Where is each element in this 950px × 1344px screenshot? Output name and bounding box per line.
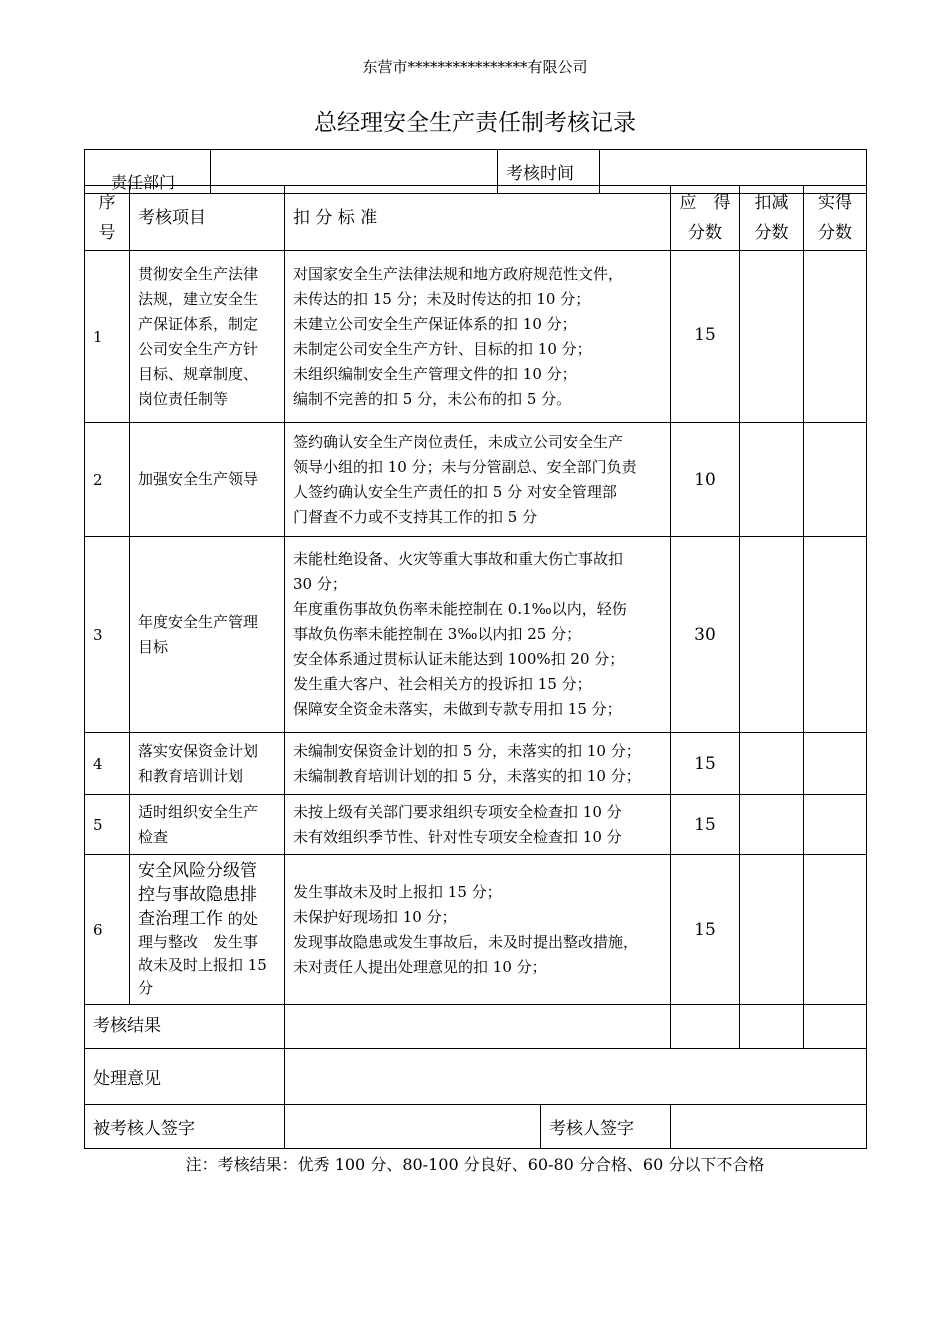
- row-criteria: 未按上级有关部门要求组织专项安全检查扣 10 分 未有效组织季节性、针对性专项安全检查扣 10 分: [285, 795, 671, 855]
- row-item: 贯彻安全生产法律 法规，建立安全生 产保证体系，制定 公司安全生产方针 目标、规章制度、 岗位责任制等: [130, 251, 285, 423]
- row-deduct-score[interactable]: [740, 795, 804, 855]
- row-seq: 6: [85, 855, 130, 1005]
- row-seq: 5: [85, 795, 130, 855]
- row-seq: 4: [85, 733, 130, 795]
- signature-cell: [285, 1105, 671, 1149]
- table-row: [85, 733, 867, 795]
- result-label: 考核结果: [85, 1005, 285, 1049]
- col-item: 考核项目: [130, 186, 285, 251]
- col-should-score: 应 得 分数: [671, 186, 740, 251]
- row-criteria: 发生事故未及时上报扣 15 分； 未保护好现场扣 10 分； 发现事故隐患或发生事故后，未及时提出整改措施， 未对责任人提出处理意见的扣 10 分；: [285, 855, 671, 1005]
- row-item: 年度安全生产管理 目标: [130, 537, 285, 733]
- row-deduct-score[interactable]: [740, 251, 804, 423]
- row-deduct-score[interactable]: [740, 855, 804, 1005]
- col-criteria: 扣 分 标 准: [285, 186, 671, 251]
- row-should-score: 30: [671, 537, 740, 733]
- table-row: [85, 855, 867, 1005]
- row-seq: 1: [85, 251, 130, 423]
- row-deduct-score[interactable]: [740, 537, 804, 733]
- row-should-score: 10: [671, 423, 740, 537]
- result-should-score[interactable]: [671, 1005, 740, 1049]
- row-criteria: 签约确认安全生产岗位责任，未成立公司安全生产 领导小组的扣 10 分；未与分管副总、安全部门负责 人签约确认安全生产责任的扣 5 分 对安全管理部 门督查不力或不支持其工作的扣 5 分: [285, 423, 671, 537]
- opinion-row: [85, 1049, 867, 1105]
- row-seq: 2: [85, 423, 130, 537]
- row-should-score: 15: [671, 251, 740, 423]
- row-deduct-score[interactable]: [740, 733, 804, 795]
- opinion-label: 处理意见: [85, 1049, 285, 1105]
- page-title: 总经理安全生产责任制考核记录: [314, 110, 636, 136]
- col-actual-score: 实得 分数: [804, 186, 867, 251]
- row-actual-score[interactable]: [804, 855, 867, 1005]
- row-should-score: 15: [671, 795, 740, 855]
- row-actual-score[interactable]: [804, 537, 867, 733]
- row-criteria: 未能杜绝设备、火灾等重大事故和重大伤亡事故扣 30 分； 年度重伤事故负伤率未能控制在 0.1‰以内，轻伤 事故负伤率未能控制在 3‰以内扣 25 分； 安全体系通过贯标认证未能达到 100%扣 20 分； 发生重大客户、社会相关方的投诉扣 15 分； 保障安全资金未落实，未做到专款专用扣 15 分；: [285, 537, 671, 733]
- examinee-signature-label: 被考核人签字: [85, 1105, 285, 1149]
- col-deduct-score: 扣减 分数: [740, 186, 804, 251]
- row-criteria: 未编制安保资金计划的扣 5 分，未落实的扣 10 分； 未编制教育培训计划的扣 5 分，未落实的扣 10 分；: [285, 733, 671, 795]
- table-row: [85, 423, 867, 537]
- col-seq: 序 号: [85, 186, 130, 251]
- table-row: [85, 537, 867, 733]
- result-value[interactable]: [285, 1005, 671, 1049]
- time-label: 考核时间: [498, 150, 600, 194]
- footer-note: 注：考核结果：优秀 100 分、80-100 分良好、60-80 分合格、60 分以下不合格: [185, 1155, 765, 1174]
- row-actual-score[interactable]: [804, 251, 867, 423]
- row-item: 加强安全生产领导: [130, 423, 285, 537]
- opinion-value[interactable]: [285, 1049, 867, 1105]
- row-criteria: 对国家安全生产法律法规和地方政府规范性文件， 未传达的扣 15 分；未及时传达的扣 10 分； 未建立公司安全生产保证体系的扣 10 分； 未制定公司安全生产方针、目标的扣 10 分； 未组织编制安全生产管理文件的扣 10 分； 编制不完善的扣 5 分，未公布的扣 5 分。: [285, 251, 671, 423]
- result-row: [85, 1005, 867, 1049]
- row-should-score: 15: [671, 733, 740, 795]
- examinee-signature-value[interactable]: [285, 1105, 540, 1148]
- dept-label: 责任部门: [85, 150, 211, 194]
- table-header-row: [85, 186, 867, 251]
- result-actual-score[interactable]: [804, 1005, 867, 1049]
- row-seq: 3: [85, 537, 130, 733]
- row-should-score: 15: [671, 855, 740, 1005]
- examiner-signature-label: 考核人签字: [540, 1105, 671, 1148]
- row-actual-score[interactable]: [804, 733, 867, 795]
- row-item: 落实安保资金计划 和教育培训计划: [130, 733, 285, 795]
- assessment-table: [84, 185, 867, 1149]
- signature-row: [85, 1105, 867, 1149]
- table-row: [85, 251, 867, 423]
- row-item: 安全风险分级管 控与事故隐患排 查治理工作 的处 理与整改 发生事 故未及时上报扣 15 分: [130, 855, 285, 1005]
- table-row: [85, 795, 867, 855]
- examiner-signature-value[interactable]: [671, 1105, 867, 1149]
- row-actual-score[interactable]: [804, 423, 867, 537]
- result-deduct-score[interactable]: [740, 1005, 804, 1049]
- row-item: 适时组织安全生产 检查: [130, 795, 285, 855]
- row-actual-score[interactable]: [804, 795, 867, 855]
- row-deduct-score[interactable]: [740, 423, 804, 537]
- company-name: 东营市****************有限公司: [362, 58, 588, 76]
